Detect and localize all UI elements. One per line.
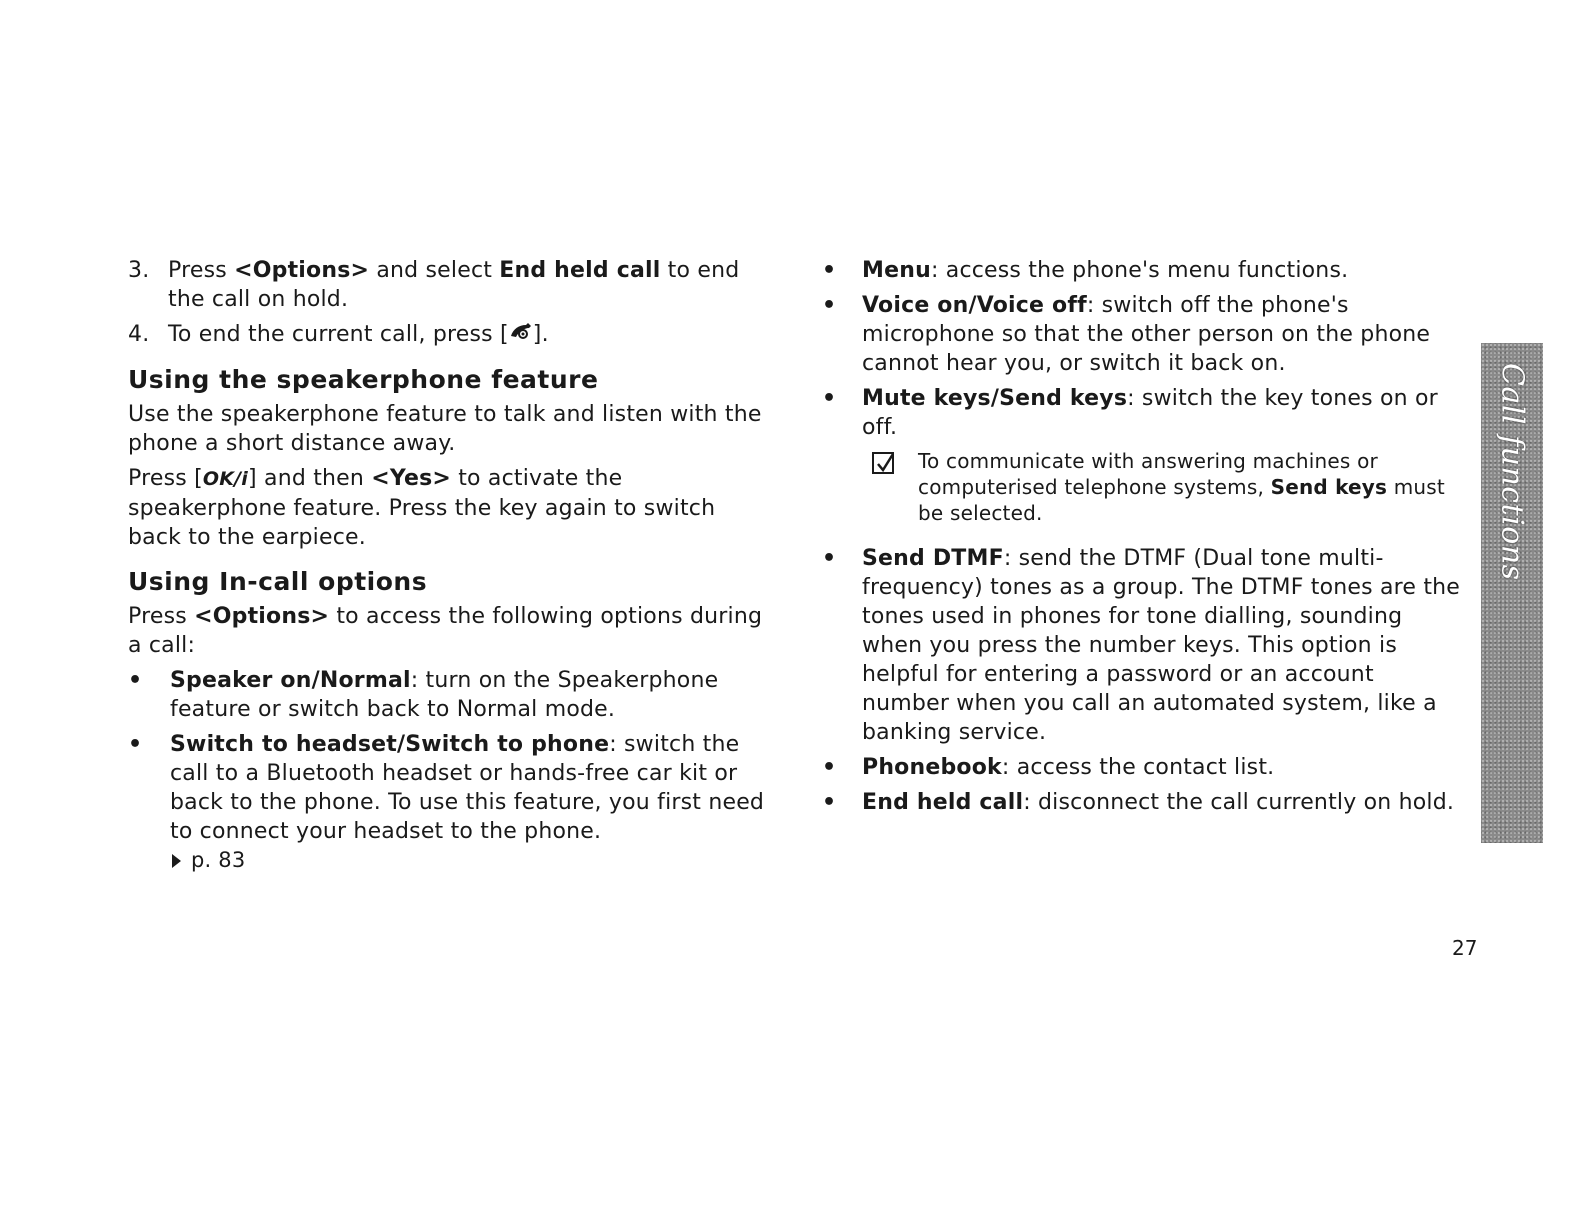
bullet-phonebook	[822, 753, 1462, 782]
chapter-side-tab-label: Call functions	[1494, 363, 1530, 581]
right-column	[822, 256, 1462, 823]
text-part: to activate the speakerphone feature. Press the key again to switch back to the earpiece.	[128, 466, 716, 550]
options-softkey-label: <Options>	[234, 258, 370, 283]
bullet-description: : send the DTMF (Dual tone multi-frequency) tones as a group. The DTMF tones are the tones used in phones for tone dialling, sounding when you press the number keys. This option is helpful for entering a password or an account number when you call an automated system, like a banking service.	[862, 546, 1461, 745]
note-text-part: To communicate with answering machines or computerised telephone systems,	[918, 449, 1378, 499]
chapter-side-tab	[1481, 343, 1543, 843]
left-column	[128, 256, 768, 881]
bullet-text	[170, 730, 768, 846]
step-number: 3.	[128, 258, 150, 283]
bullet-marker: •	[822, 755, 837, 780]
bullet-term: Mute keys/Send keys	[862, 386, 1128, 411]
page-reference-text: p. 83	[191, 848, 246, 872]
text-part: Press	[128, 604, 195, 629]
options-softkey-label: <Options>	[194, 604, 330, 629]
bullet-text	[862, 256, 1462, 285]
speakerphone-description: Use the speakerphone feature to talk and listen with the phone a short distance away.	[128, 402, 762, 456]
note-box	[870, 448, 1462, 526]
speakerphone-instructions	[128, 464, 768, 552]
bullet-description: : switch the key tones on or off.	[862, 386, 1438, 440]
reference-arrow-icon	[172, 854, 181, 868]
bullet-description: : switch off the phone's microphone so that the other person on the phone cannot hear you, or switch it back on.	[862, 293, 1431, 376]
bullet-marker: •	[822, 546, 837, 571]
bullet-term: Switch to headset/Switch to phone	[170, 732, 610, 757]
bullet-marker: •	[128, 668, 143, 693]
incall-intro	[128, 602, 768, 660]
bullet-text	[862, 753, 1462, 782]
bullet-marker: •	[822, 790, 837, 815]
step-text-part: Press	[168, 258, 235, 283]
page-reference	[170, 846, 768, 875]
section-heading-speakerphone: Using the speakerphone feature	[128, 365, 599, 394]
step-4	[128, 320, 768, 350]
bullet-voice-on-off	[822, 291, 1462, 378]
bullet-term: Speaker on/Normal	[170, 668, 411, 693]
ok-key-label: OK/i	[202, 468, 249, 490]
bullet-menu	[822, 256, 1462, 285]
bullet-marker: •	[128, 732, 143, 757]
bullet-description: : switch the call to a Bluetooth headset or hands-free car kit or back to the phone. To use this feature, you first need to connect your headset to the phone.	[170, 732, 765, 844]
text-part: Press [	[128, 466, 203, 491]
send-keys-label: Send keys	[1270, 475, 1388, 499]
bullet-mute-send-keys	[822, 384, 1462, 442]
bullet-marker: •	[822, 258, 837, 283]
bullet-text	[862, 384, 1462, 442]
bullet-description: : disconnect the call currently on hold.	[1023, 790, 1455, 815]
text-part: ] and then	[248, 466, 372, 491]
bullet-description: : access the phone's menu functions.	[930, 258, 1349, 283]
bullet-send-dtmf	[822, 544, 1462, 747]
bullet-text	[170, 666, 768, 724]
bullet-text	[862, 291, 1462, 378]
bullet-description: : access the contact list.	[1001, 755, 1275, 780]
step-3	[128, 256, 768, 314]
bullet-text	[862, 788, 1462, 817]
step-text-part: ].	[532, 322, 549, 347]
bullet-term: Menu	[862, 258, 931, 283]
step-text	[168, 256, 768, 314]
step-text	[168, 320, 768, 350]
bullet-term: End held call	[862, 790, 1024, 815]
step-text-part: and select	[369, 258, 500, 283]
end-held-call-label: End held call	[499, 258, 661, 283]
text-part: to access the following options during a call:	[128, 604, 763, 658]
bullet-marker: •	[822, 293, 837, 318]
page-number: 27	[1452, 936, 1478, 960]
step-text-part: to end the call on hold.	[168, 258, 740, 312]
bullet-text	[862, 544, 1462, 747]
bullet-term: Phonebook	[862, 755, 1002, 780]
end-call-key-icon	[509, 321, 533, 350]
note-text	[918, 448, 1462, 526]
step-text-part: To end the current call, press [	[168, 322, 509, 347]
step-number: 4.	[128, 322, 150, 347]
checkbox-note-icon	[872, 452, 894, 474]
yes-softkey-label: <Yes>	[371, 466, 452, 491]
bullet-speaker-on-normal	[128, 666, 768, 724]
bullet-switch-headset	[128, 730, 768, 875]
bullet-term: Send DTMF	[862, 546, 1004, 571]
note-text-part: must be selected.	[918, 475, 1445, 525]
bullet-end-held-call	[822, 788, 1462, 817]
bullet-marker: •	[822, 386, 837, 411]
bullet-term: Voice on/Voice off	[862, 293, 1087, 318]
bullet-description: : turn on the Speakerphone feature or switch back to Normal mode.	[170, 668, 719, 722]
section-heading-incall: Using In-call options	[128, 567, 428, 596]
